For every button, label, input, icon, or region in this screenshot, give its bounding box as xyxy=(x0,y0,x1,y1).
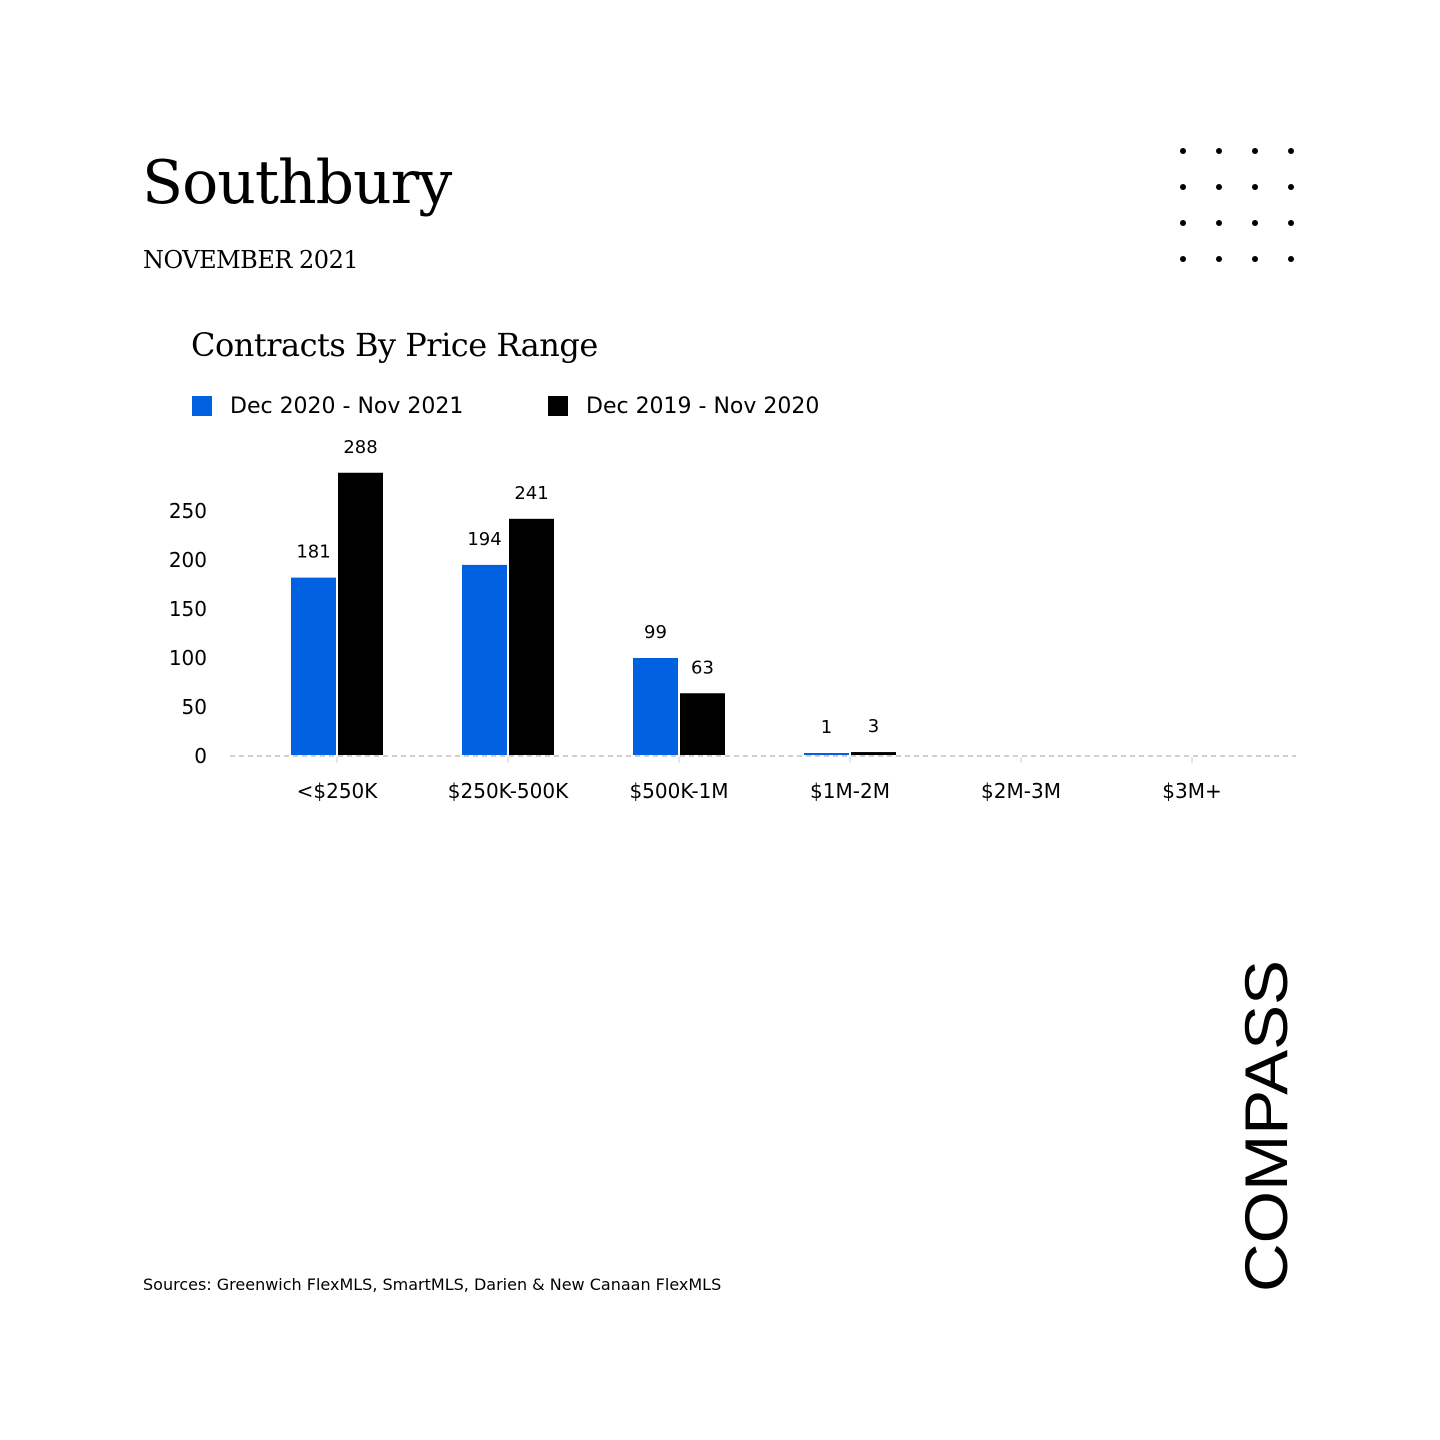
data-label: 99 xyxy=(644,621,667,643)
x-tick-label: $1M-2M xyxy=(810,779,890,803)
data-label: 241 xyxy=(514,482,549,504)
data-label: 194 xyxy=(467,528,502,550)
x-tick-label: <$250K xyxy=(296,779,378,803)
sources-note: Sources: Greenwich FlexMLS, SmartMLS, Darien & New Canaan FlexMLS xyxy=(143,1275,722,1294)
bar-current xyxy=(462,565,507,755)
bar-previous xyxy=(509,519,554,755)
data-label: 288 xyxy=(343,436,378,458)
x-tick-label: $250K-500K xyxy=(447,779,569,803)
bar-current xyxy=(633,658,678,755)
bar-current xyxy=(291,578,336,755)
bar-previous xyxy=(851,752,896,755)
compass-logo xyxy=(1233,960,1300,1292)
y-tick-label: 150 xyxy=(168,597,207,621)
page-title: Southbury xyxy=(142,148,452,218)
bar-previous xyxy=(680,693,725,755)
compass-logo-text: COMPASS xyxy=(1233,996,1300,1292)
x-tick-label: $500K-1M xyxy=(629,779,729,803)
y-tick-label: 50 xyxy=(181,695,207,719)
y-tick-label: 250 xyxy=(168,499,207,523)
x-tick-label: $2M-3M xyxy=(981,779,1061,803)
data-label: 1 xyxy=(820,717,833,738)
x-tick-label: $3M+ xyxy=(1162,779,1222,803)
y-tick-label: 200 xyxy=(168,548,207,572)
chart-title: Contracts By Price Range xyxy=(191,326,598,364)
data-label: 63 xyxy=(691,657,714,679)
page-subtitle: NOVEMBER 2021 xyxy=(143,246,359,274)
y-tick-label: 100 xyxy=(168,646,207,670)
data-label: 181 xyxy=(296,541,331,563)
data-label: 3 xyxy=(867,716,880,738)
bar-previous xyxy=(338,473,383,755)
y-tick-label: 0 xyxy=(194,744,207,768)
bar-current xyxy=(804,753,849,755)
legend-label-current: Dec 2020 - Nov 2021 xyxy=(230,393,464,419)
legend-label-previous: Dec 2019 - Nov 2020 xyxy=(586,393,820,419)
